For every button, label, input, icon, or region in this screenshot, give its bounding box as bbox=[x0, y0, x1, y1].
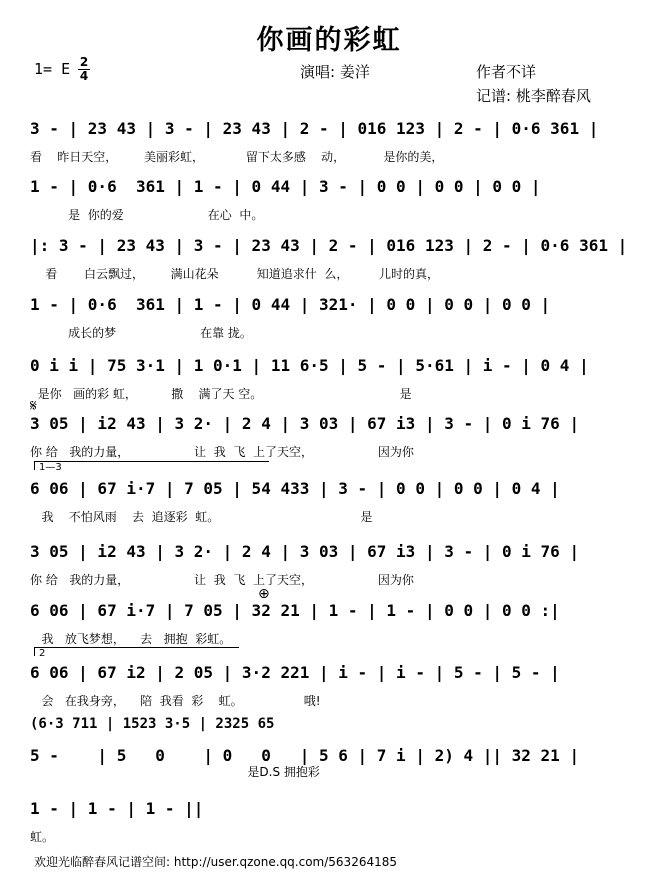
staff-lyrics: 看 白云飘过， 满山花朵 知道追求什 么， 儿时的真， bbox=[30, 267, 439, 281]
author-credit: 作者不详 bbox=[476, 63, 537, 81]
staff-5 bbox=[0, 355, 658, 415]
staff-1 bbox=[0, 118, 658, 178]
staff-notes: 3 05 | i2 43 | 3 2· | 2 4 | 3 03 | 67 i3 | 3 - | 0 i 76 | bbox=[30, 542, 580, 561]
staff-2 bbox=[0, 176, 658, 236]
singer-credit: 演唱: 姜洋 bbox=[300, 63, 370, 81]
staff-notes: 0 i i | 75 3·1 | 1 0·1 | 11 6·5 | 5 - | 5·61 | i - | 0 4 | bbox=[30, 356, 589, 375]
segno-icon: 𝄋 bbox=[30, 396, 37, 415]
staff-notes: |: 3 - | 23 43 | 3 - | 23 43 | 2 - | 016 123 | 2 - | 0·6 361 | bbox=[30, 236, 628, 255]
staff-notes: 1 - | 0·6 361 | 1 - | 0 44 | 3 - | 0 0 | 0 0 | 0 0 | bbox=[30, 177, 541, 196]
recorder-credit: 记谱: 桃李醉春风 bbox=[476, 87, 591, 105]
volta-bracket-2: 2 bbox=[34, 647, 239, 656]
staff-notes: 1 - | 1 - | 1 - || bbox=[30, 799, 204, 818]
staff-notes: 6 06 | 67 i2 | 2 05 | 3·2 221 | i - | i - | 5 - | 5 - | bbox=[30, 663, 560, 682]
staff-3 bbox=[0, 235, 658, 295]
staff-lyrics: 成长的梦 在靠 拢。 bbox=[30, 326, 252, 340]
staff-lyrics: 你 给 我的力量， 让 我 飞 上了天空， 因为你 bbox=[30, 445, 414, 459]
staff-12 bbox=[0, 798, 658, 858]
key-signature: 1= E bbox=[34, 60, 71, 78]
staff-lyrics: 是你 画的彩 虹， 撒 满了天 空。 是 bbox=[30, 387, 412, 401]
staff-lyrics: 是 你的爱 在心 中。 bbox=[30, 208, 264, 222]
staff-lyrics: 会 在我身旁， 陪 我看 彩 虹。 哦! bbox=[30, 694, 321, 708]
song-title: 你画的彩虹 bbox=[256, 25, 402, 56]
staff-lyrics: 你 给 我的力量， 让 我 飞 上了天空， 因为你 bbox=[30, 573, 414, 587]
staff-notes-upper: (6·3 711 | 1523 3·5 | 2325 65 bbox=[30, 716, 275, 732]
staff-8 bbox=[0, 541, 658, 601]
staff-notes: 3 - | 23 43 | 3 - | 23 43 | 2 - | 016 123 | 2 - | 0·6 361 | bbox=[30, 119, 599, 138]
time-signature bbox=[78, 57, 90, 82]
staff-4 bbox=[0, 294, 658, 354]
time-signature-bottom: 4 bbox=[79, 69, 89, 83]
staff-lyrics: 虹。 bbox=[30, 830, 55, 844]
staff-notes: 6 06 | 67 i·7 | 7 05 | 54 433 | 3 - | 0 0 | 0 0 | 0 4 | bbox=[30, 479, 560, 498]
staff-7 bbox=[0, 478, 658, 538]
staff-lyrics: 我 放飞梦想， 去 拥抱 彩虹。 bbox=[30, 632, 232, 646]
staff-notes: 6 06 | 67 i·7 | 7 05 | 32 21 | 1 - | 1 - | 0 0 | 0 0 :| bbox=[30, 601, 560, 620]
coda-icon: ⊕ bbox=[258, 586, 270, 602]
staff-notes: 1 - | 0·6 361 | 1 - | 0 44 | 321· | 0 0 | 0 0 | 0 0 | bbox=[30, 295, 551, 314]
staff-lyrics: 是D.S 拥抱彩 bbox=[30, 765, 320, 779]
staff-notes: 3 05 | i2 43 | 3 2· | 2 4 | 3 03 | 67 i3 | 3 - | 0 i 76 | bbox=[30, 414, 580, 433]
time-signature-top: 2 bbox=[79, 55, 89, 69]
staff-11 bbox=[0, 713, 658, 783]
staff-notes-lower: 5 - | 5 0 | 0 0 | 5 6 | 7 i | 2) 4 || 32 21 | bbox=[30, 746, 580, 765]
staff-lyrics: 我 不怕风雨 去 追逐彩 虹。 是 bbox=[30, 510, 373, 524]
footer-text: 欢迎光临醉春风记谱空间: http://user.qzone.qq.com/563264185 bbox=[34, 855, 398, 869]
volta-bracket-1: 1—3 bbox=[34, 461, 269, 470]
staff-lyrics: 看 昨日天空， 美丽彩虹， 留下太多感 动， 是你的美， bbox=[30, 150, 444, 164]
